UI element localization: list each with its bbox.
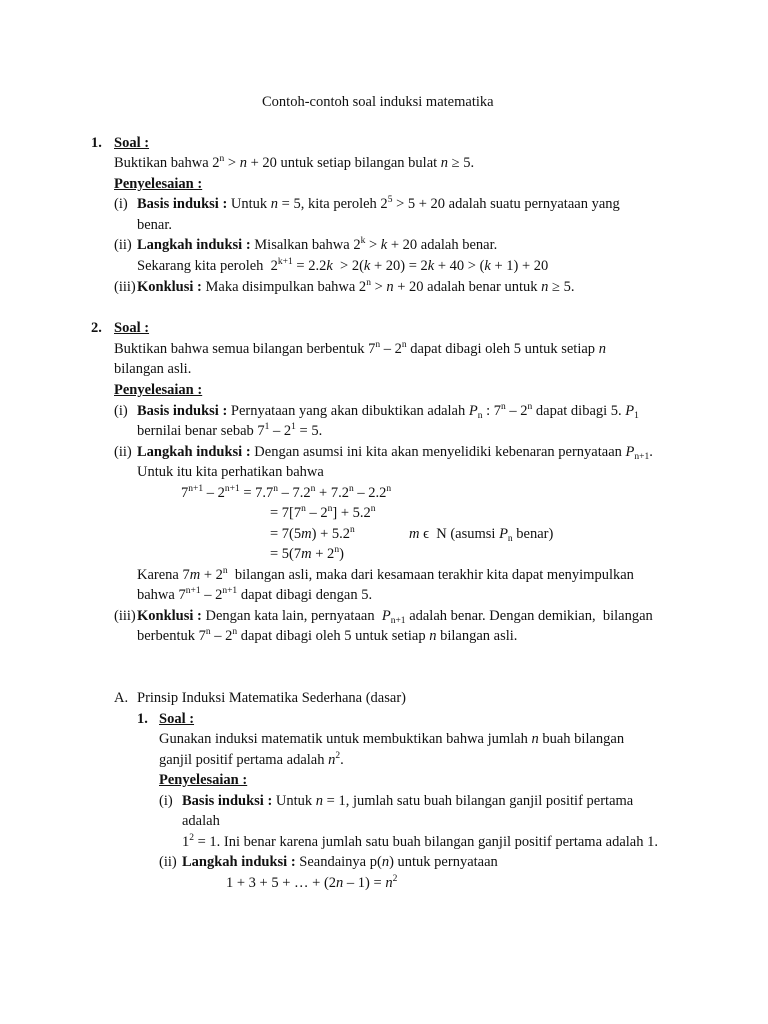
problem-1-basis-cont: benar. [137, 217, 173, 233]
section-a-problem-number: 1. [137, 711, 148, 727]
problem-2-eq-2: = $7[7^n - 2^n] + 5.2^n$ [270, 504, 376, 521]
problem-2-eq-4: = $5(7m + 2^n)$ [270, 545, 344, 562]
problem-1-basis: Basis induksi : Untuk n = 5, kita peroleh $2^5 > 5 + 20$ adalah suatu pernyataan yang [137, 195, 620, 212]
section-a-roman-ii: (ii) [159, 854, 177, 870]
problem-1-roman-i: (i) [114, 196, 128, 212]
section-a-statement-cont: ganjil positif pertama adalah $n^2$. [159, 751, 344, 768]
problem-2-statement-cont: bilangan asli. [114, 361, 192, 377]
problem-2-roman-ii: (ii) [114, 444, 132, 460]
problem-2-langkah-cont: Untuk itu kita perhatikan bahwa [137, 464, 324, 480]
problem-1-number: 1. [91, 135, 102, 151]
problem-1-statement: Buktikan bahwa $2^n > n + 20$ untuk setiap bilangan bulat n ≥ 5. [114, 154, 475, 171]
problem-1-langkah: Langkah induksi : Misalkan bahwa $2^k > k + 20$ adalah benar. [137, 236, 498, 253]
problem-2-langkah: Langkah induksi : Dengan asumsi ini kita akan menyelidiki kebenaran pernyataan $P_{n+1}$. [137, 444, 653, 462]
problem-2-basis: Basis induksi : Pernyataan yang akan dibuktikan adalah $P_n$ : 7$^n$ – 2$^n$ dapat dibagi 5. $P_1$ [137, 402, 639, 421]
problem-2-statement: Buktikan bahwa semua bilangan berbentuk 7$^n$ – 2$^n$ dapat dibagi oleh 5 untuk setiap n [114, 340, 606, 357]
section-a-basis: Basis induksi : Untuk n = 1, jumlah satu buah bilangan ganjil positif pertama [182, 793, 634, 809]
problem-2-karena-cont: bahwa $7^{n+1} - 2^{n+1}$ dapat dibagi dengan 5. [137, 586, 373, 603]
problem-2-karena: Karena $7m + 2^n$ bilangan asli, maka dari kesamaan terakhir kita dapat menyimpulkan [137, 566, 634, 583]
problem-1-langkah-cont: Sekarang kita peroleh $2^{k+1} = 2.2k > 2(k + 20) = 2k + 40 > (k + 1) + 20$ [137, 257, 549, 274]
section-a-basis-cont: adalah [182, 813, 220, 829]
section-a-statement: Gunakan induksi matematik untuk membuktikan bahwa jumlah n buah bilangan [159, 731, 625, 747]
problem-1-konklusi: Konklusi : Maka disimpulkan bahwa $2^n > n + 20$ adalah benar untuk n ≥ 5. [137, 278, 575, 295]
problem-2-penyelesaian-heading: Penyelesaian : [114, 382, 203, 398]
problem-1-roman-iii: (iii) [114, 279, 136, 295]
problem-2-soal-heading: Soal : [114, 320, 150, 336]
section-a-title: Prinsip Induksi Matematika Sederhana (dasar) [137, 690, 406, 706]
problem-2-roman-i: (i) [114, 403, 128, 419]
problem-2-eq-3: = $7(5m) + 5.2^n$ [270, 525, 355, 542]
section-a-letter: A. [114, 690, 129, 706]
section-a-penyelesaian-heading: Penyelesaian : [159, 772, 248, 788]
section-a-langkah: Langkah induksi : Seandainya p(n) untuk pernyataan [182, 854, 498, 870]
problem-2-basis-cont: bernilai benar sebab $7^1 - 2^1 = 5$. [137, 422, 323, 439]
section-a-sum-formula: 1 + 3 + 5 + … + $(2n - 1) = n^2$ [226, 874, 398, 891]
problem-1-soal-heading: Soal : [114, 135, 150, 151]
problem-2-eq-3-note: m ϵ N (asumsi $P_n$ benar) [409, 526, 554, 544]
section-a-soal-heading: Soal : [159, 711, 195, 727]
problem-1-roman-ii: (ii) [114, 237, 132, 253]
problem-2-roman-iii: (iii) [114, 608, 136, 624]
problem-2-konklusi: Konklusi : Dengan kata lain, pernyataan $P_{n+1}$ adalah benar. Dengan demikian, bilangan [137, 608, 653, 626]
problem-2-konklusi-cont: berbentuk 7$^n$ – 2$^n$ dapat dibagi oleh 5 untuk setiap n bilangan asli. [137, 627, 518, 644]
page-title: Contoh-contoh soal induksi matematika [262, 94, 494, 110]
section-a-roman-i: (i) [159, 793, 173, 809]
problem-2-eq-1: $7^{n+1} - 2^{n+1} = 7.7^n - 7.2^n + 7.2^n - 2.2^n$ [181, 484, 392, 501]
section-a-basis-cont-2: $1^2 = 1$. Ini benar karena jumlah satu buah bilangan ganjil positif pertama adalah 1. [182, 833, 658, 850]
problem-2-number: 2. [91, 320, 102, 336]
problem-1-penyelesaian-heading: Penyelesaian : [114, 176, 203, 192]
